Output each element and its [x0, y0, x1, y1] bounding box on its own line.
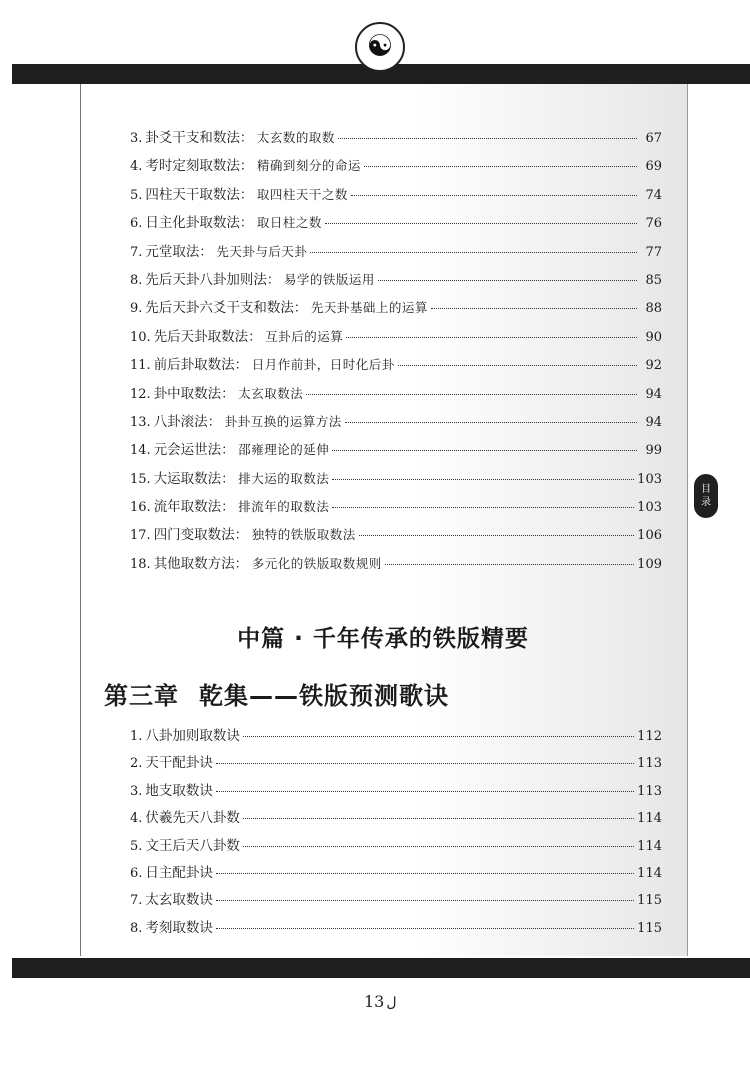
toc-entry[interactable]: 8. 先后天卦八卦加则法 ： 易学的铁版运用 85	[130, 271, 662, 288]
toc-entry[interactable]: 10. 先后天卦取数法 ： 互卦后的运算 90	[130, 328, 662, 345]
part-heading: 中篇 · 千年传承的铁版精要	[237, 626, 529, 652]
toc-entry[interactable]: 16. 流年取数法 ： 排流年的取数法 103	[130, 499, 662, 516]
toc-side-tab	[694, 474, 718, 518]
toc-entry[interactable]: 5. 四柱天干取数法 ： 取四柱天干之数 74	[130, 186, 662, 203]
side-tab-char-2: 录	[701, 497, 711, 508]
toc-entry[interactable]: 4. 伏羲先天八卦数 114	[130, 810, 662, 827]
chapter-label: 第三章	[104, 682, 179, 710]
toc-entry[interactable]: 11. 前后卦取数法 ： 日月作前卦，日时化后卦 92	[130, 357, 662, 374]
side-tab-char-1: 目	[701, 484, 711, 495]
swirl-ornament-icon: ل	[386, 995, 397, 1011]
toc-entry[interactable]: 6. 日主配卦诀 114	[130, 864, 662, 881]
toc-entry[interactable]: 12. 卦中取数法 ： 太玄取数法 94	[130, 385, 662, 402]
bagua-emblem-icon	[355, 22, 405, 72]
toc-upper-list	[130, 126, 662, 580]
toc-entry[interactable]: 5. 文王后天八卦数 114	[130, 837, 662, 854]
yin-yang-icon: ☯	[366, 29, 394, 64]
toc-entry[interactable]: 1. 八卦加则取数诀 112	[130, 728, 662, 744]
toc-entry[interactable]: 3. 卦爻干支和数法 ： 太玄数的取数 67	[130, 130, 662, 146]
toc-entry[interactable]: 4. 考时定刻取数法 ： 精确到刻分的命运 69	[130, 158, 662, 175]
toc-entry[interactable]: 17. 四门变取数法 ： 独特的铁版取数法 106	[130, 527, 662, 544]
toc-entry[interactable]: 3. 地支取数诀 113	[130, 782, 662, 799]
toc-entry[interactable]: 2. 天干配卦诀 113	[130, 755, 662, 772]
page-number	[364, 992, 397, 1011]
toc-entry[interactable]: 13. 八卦滚法 ： 卦卦互换的运算方法 94	[130, 413, 662, 430]
chapter-heading	[104, 676, 449, 711]
toc-entry[interactable]: 15. 大运取数法 ： 排大运的取数法 103	[130, 470, 662, 487]
page-number-text: 13	[364, 992, 385, 1011]
toc-entry[interactable]: 7. 元堂取法 ： 先天卦与后天卦 77	[130, 243, 662, 260]
toc-lower-list	[130, 724, 662, 943]
toc-entry[interactable]: 18. 其他取数方法 ： 多元化的铁版取数规则 109	[130, 555, 662, 572]
footer-bar	[12, 958, 750, 978]
toc-entry[interactable]: 9. 先后天卦六爻干支和数法 ： 先天卦基础上的运算 88	[130, 300, 662, 317]
chapter-title: 乾集——铁版预测歌诀	[199, 682, 449, 710]
toc-entry[interactable]: 7. 太玄取数诀 115	[130, 892, 662, 909]
toc-entry[interactable]: 6. 日主化卦取数法 ： 取日柱之数 76	[130, 215, 662, 232]
toc-entry[interactable]: 8. 考刻取数诀 115	[130, 919, 662, 936]
toc-entry[interactable]: 14. 元会运世法 ： 邵雍理论的延伸 99	[130, 442, 662, 459]
